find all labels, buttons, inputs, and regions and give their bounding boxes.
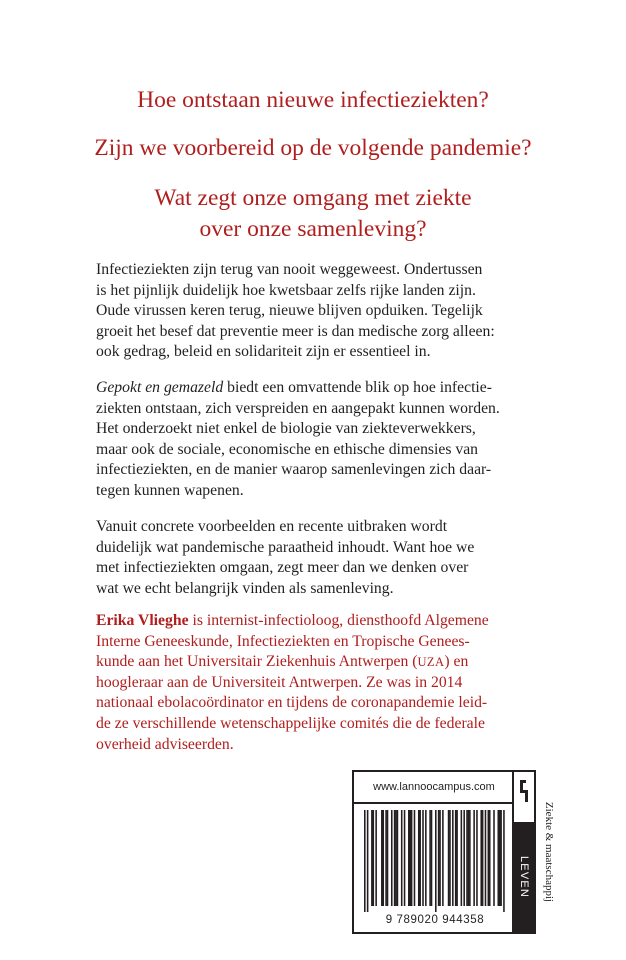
barcode-bar [438,810,440,906]
barcode-bar [468,810,470,906]
text-line: overheid adviseerden. [96,735,234,753]
text-fragment: is internist-infectioloog, diensthoofd Algemene [188,612,489,629]
text-line: nationaal ebolacoördinator en tijdens de coronapandemie leid- [96,694,488,712]
text-line: Het onderzoekt niet enkel de biologie van ziekteverwekkers, [96,420,476,438]
pandemic-paragraph [96,517,526,599]
barcode-bar [409,810,411,906]
text-line: met infectieziekten omgaan, zegt meer dan we denken over [96,559,469,577]
barcode-bar [418,810,420,906]
barcode-bar [395,810,397,906]
barcode-bar [455,810,457,906]
question-1: Hoe ontstaan nieuwe infectieziekten? [137,87,489,113]
barcode-bar [473,810,475,906]
barcode-bar [419,810,421,906]
barcode-bar [408,810,410,906]
text-line: maar ook de sociale, economische en ethische dimensies van [96,440,479,458]
text-line: duidelijk wat pandemische paraatheid inhoudt. Want hoe we [96,538,475,556]
barcode-bar [394,810,396,906]
barcode-bar [489,810,491,906]
uza-abbreviation: UZA [417,655,445,670]
text-line: de ze verschillende wetenschappelijke comités die de federale [96,714,485,732]
question-3-line-1: Wat zegt onze omgang met ziekte [154,185,472,211]
barcode-bar [476,810,478,906]
barcode-bar [385,810,387,906]
barcode-bar [411,810,413,906]
barcode-bar [480,810,482,906]
barcode-bar [439,810,441,906]
barcode-area [358,808,512,932]
barcode-bar [485,810,487,906]
barcode-bar [493,810,495,906]
barcode-icon [364,810,506,912]
barcode-bar [503,810,505,912]
barcode-bar [449,810,451,906]
question-3 [0,183,626,245]
barcode-bar [414,810,416,906]
author-name: Erika Vlieghe [96,612,189,629]
barcode-bar [452,810,454,906]
text-line: hoogleraar aan de Universiteit Antwerpen. Ze was in 2014 [96,673,463,691]
text-line [96,611,526,632]
barcode-bar [382,810,384,906]
book-title: Gepokt en gemazeld [96,379,224,396]
series-label-column [538,770,560,934]
barcode-bar [488,810,490,906]
text-line: tegen kunnen wapenen. [96,481,244,499]
barcode-bar [456,810,458,906]
text-fragment: biedt een omvattende blik op hoe infectie- [223,379,492,396]
barcode-bar [431,810,433,906]
text-line: Vanuit concrete voorbeelden en recente uitbraken wordt [96,518,448,535]
barcode-bar [371,810,373,906]
author-bio [96,611,526,755]
text-line: Interne Geneeskunde, Infectieziekten en Tropische Genees- [96,632,470,650]
barcode-bar [463,810,465,906]
barcode-bar [469,810,471,906]
question-3-line-2: over onze samenleving? [199,216,427,242]
barcode-bar [429,810,431,906]
barcode-bar [422,810,424,906]
barcode-bar [404,810,406,906]
question-2: Zijn we voorbereid op de volgende pandemie? [94,135,532,161]
imprint-label: LEVEN [518,855,530,899]
text-line: is het pijnlijk duidelijk hoe kwetsbaar zelfs rijke landen zijn. [96,281,476,299]
barcode-bar [387,810,389,906]
barcode-bar [373,810,375,906]
text-line: Infectieziekten zijn terug van nooit weggeweest. Ondertussen [96,261,483,278]
barcode-bar [391,810,393,906]
lannoo-logo-icon [516,778,532,804]
text-line: Oude virussen keren terug, nieuwe blijven opduiken. Tegelijk [96,302,483,320]
imprint-column [512,772,534,932]
book-description-paragraph [96,378,526,502]
text-line: groeit het besef dat preventie meer is dan medische zorg alleen: [96,322,495,340]
barcode-bar [500,810,502,906]
barcode-bar [482,810,484,906]
text-line: infectieziekten, en de manier waarop samenlevingen zich daar- [96,461,492,479]
barcode-bar [448,810,450,906]
text-fragment: ) en [444,653,469,671]
text-line: ook gedrag, beleid en solidariteit zijn er essentieel in. [96,343,431,361]
website-url: www.lannoocampus.com [354,772,514,804]
barcode-block [352,770,536,934]
barcode-bar [425,810,427,906]
series-label: Ziekte & maatschappij [543,801,555,903]
barcode-bar [499,810,501,906]
text-line [96,652,526,673]
barcode-bar [497,810,499,906]
barcode-bar [466,810,468,906]
text-fragment: kunde aan het Universitair Ziekenhuis Antwerpen ( [96,653,418,671]
text-line [96,378,526,399]
isbn-number: 9 789020 944358 [385,914,485,926]
barcode-bar [401,810,403,906]
barcode-bar [364,810,366,912]
barcode-bar [375,810,377,906]
imprint-label-box [514,822,534,932]
barcode-bar [367,810,369,912]
barcode-bar [442,810,444,906]
barcode-bar [461,810,463,906]
text-line: wat we echt belangrijk vinden als samenleving. [96,579,394,597]
intro-paragraph [96,260,526,363]
barcode-bar [381,810,383,906]
barcode-bar [435,810,437,912]
text-line: ziekten ontstaan, zich verspreiden en aangepakt kunnen worden. [96,399,500,417]
barcode-bar [397,810,399,906]
